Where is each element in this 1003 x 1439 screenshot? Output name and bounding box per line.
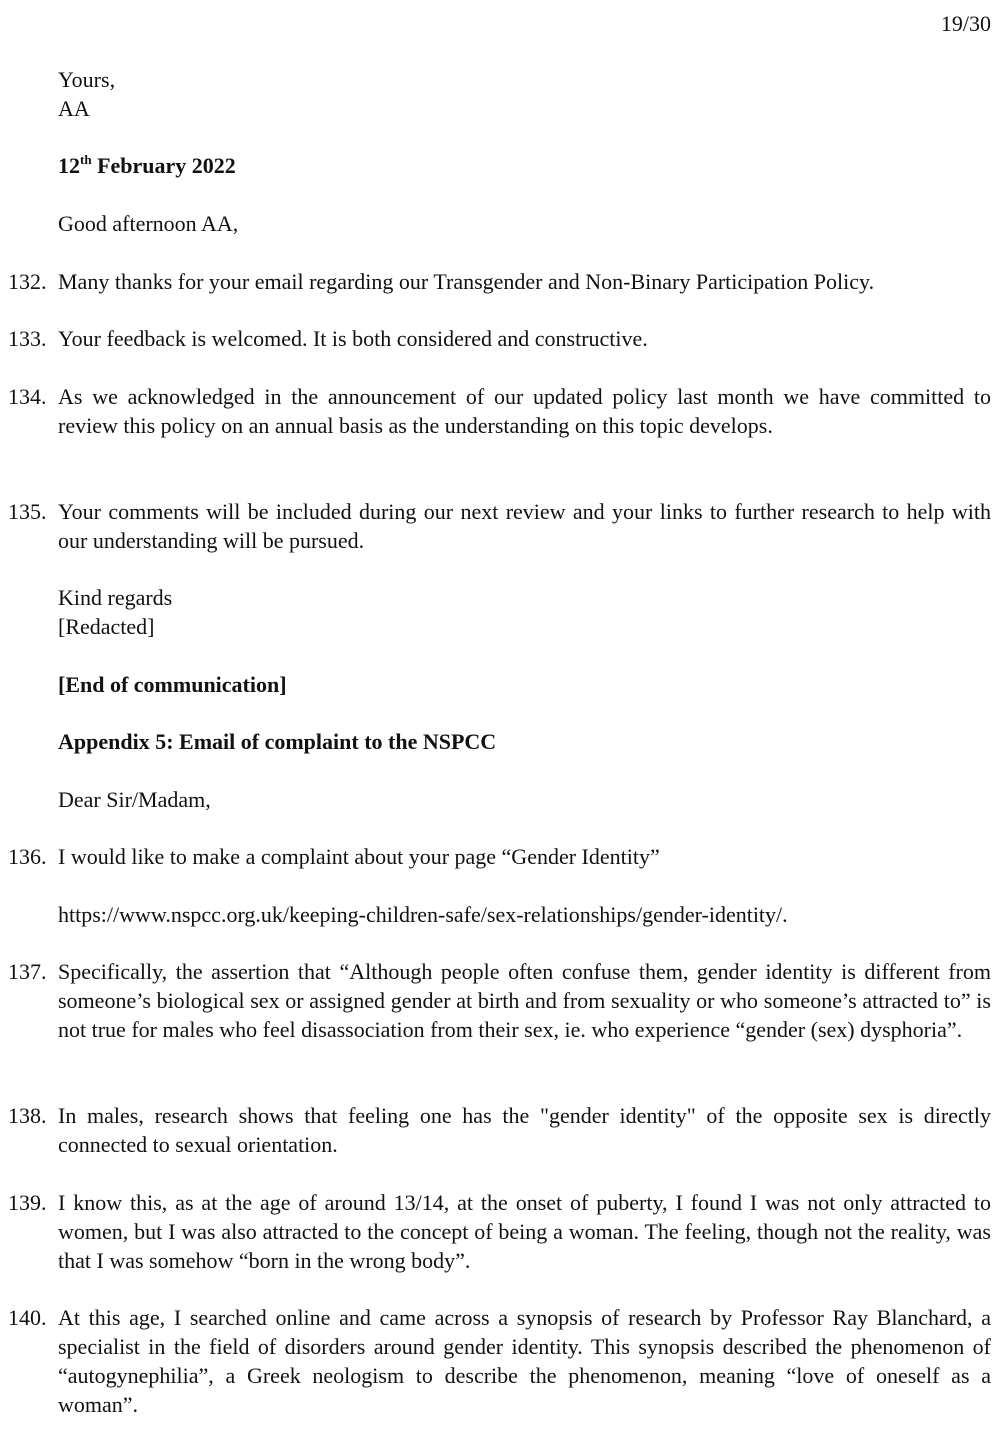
page-number: 19/30: [940, 11, 991, 36]
date-day: 12: [58, 153, 80, 178]
closing-name: [Redacted]: [58, 614, 155, 639]
paragraph-text: As we acknowledged in the announcement of our updated policy last month we have committed to review this policy on an annual basis as the understanding on this topic develops.: [58, 384, 991, 438]
closing-name: AA: [58, 96, 90, 121]
closing-salutation: Kind regards: [58, 585, 173, 610]
paragraph-text: Many thanks for your email regarding our Transgender and Non-Binary Participation Policy.: [58, 269, 875, 294]
date-suffix: th: [80, 152, 92, 167]
numbered-paragraph: [8, 1303, 991, 1419]
paragraph-number: 140.: [8, 1305, 47, 1330]
closing-salutation: Yours,: [58, 67, 116, 92]
numbered-paragraph: [8, 1101, 991, 1159]
numbered-paragraph: [8, 957, 991, 1044]
paragraph-text: Specifically, the assertion that “Although people often confuse them, gender identity is different from someone’s biological sex or assigned gender at birth and from sexuality or who someone’s attracted to” is not true for males who feel disassociation from their sex, ie. who experience “gender (sex) dysphoria”.: [58, 959, 991, 1042]
numbered-paragraph: [8, 1188, 991, 1275]
paragraph-number: 134.: [8, 384, 47, 409]
salutation: Dear Sir/Madam,: [58, 787, 211, 812]
paragraph-number: 137.: [8, 959, 47, 984]
paragraph-text: In males, research shows that feeling one has the "gender identity" of the opposite sex is directly connected to sexual orientation.: [58, 1103, 991, 1157]
paragraph-number: 136.: [8, 844, 47, 869]
paragraph-number: 138.: [8, 1103, 47, 1128]
letter-closing: [58, 65, 991, 123]
appendix-heading: Appendix 5: Email of complaint to the NSPCC: [58, 729, 497, 754]
paragraph-number: 132.: [8, 269, 47, 294]
numbered-paragraph: [8, 324, 991, 353]
paragraph-number: 139.: [8, 1190, 47, 1215]
numbered-paragraph: [8, 382, 991, 440]
paragraph-text: Your comments will be included during our next review and your links to further research to help with our understanding will be pursued.: [58, 499, 991, 553]
numbered-paragraph: [8, 267, 991, 296]
date-rest: February 2022: [91, 153, 236, 178]
reply-closing: [58, 583, 991, 641]
paragraph-number: 133.: [8, 326, 47, 351]
url-line: https://www.nspcc.org.uk/keeping-children-safe/sex-relationships/gender-identity/.: [58, 902, 788, 927]
numbered-paragraph: [8, 497, 991, 555]
paragraph-number: 135.: [8, 499, 47, 524]
paragraph-text: I would like to make a complaint about your page “Gender Identity”: [58, 844, 660, 869]
paragraph-text: At this age, I searched online and came across a synopsis of research by Professor Ray Blanchard, a specialist in the field of disorders around gender identity. This synopsis described the phenomenon of “autogynephilia”, a Greek neologism to describe the phenomenon, meaning “love of oneself as a woman”.: [58, 1305, 991, 1417]
paragraph-text: I know this, as at the age of around 13/14, at the onset of puberty, I found I was not only attracted to women, but I was also attracted to the concept of being a woman. The feeling, though not the reality, was that I was somehow “born in the wrong body”.: [58, 1190, 991, 1273]
end-of-communication: [End of communication]: [58, 672, 287, 697]
date-heading: [58, 151, 991, 180]
greeting: Good afternoon AA,: [58, 211, 239, 236]
numbered-paragraph: [8, 842, 991, 871]
paragraph-text: Your feedback is welcomed. It is both considered and constructive.: [58, 326, 648, 351]
